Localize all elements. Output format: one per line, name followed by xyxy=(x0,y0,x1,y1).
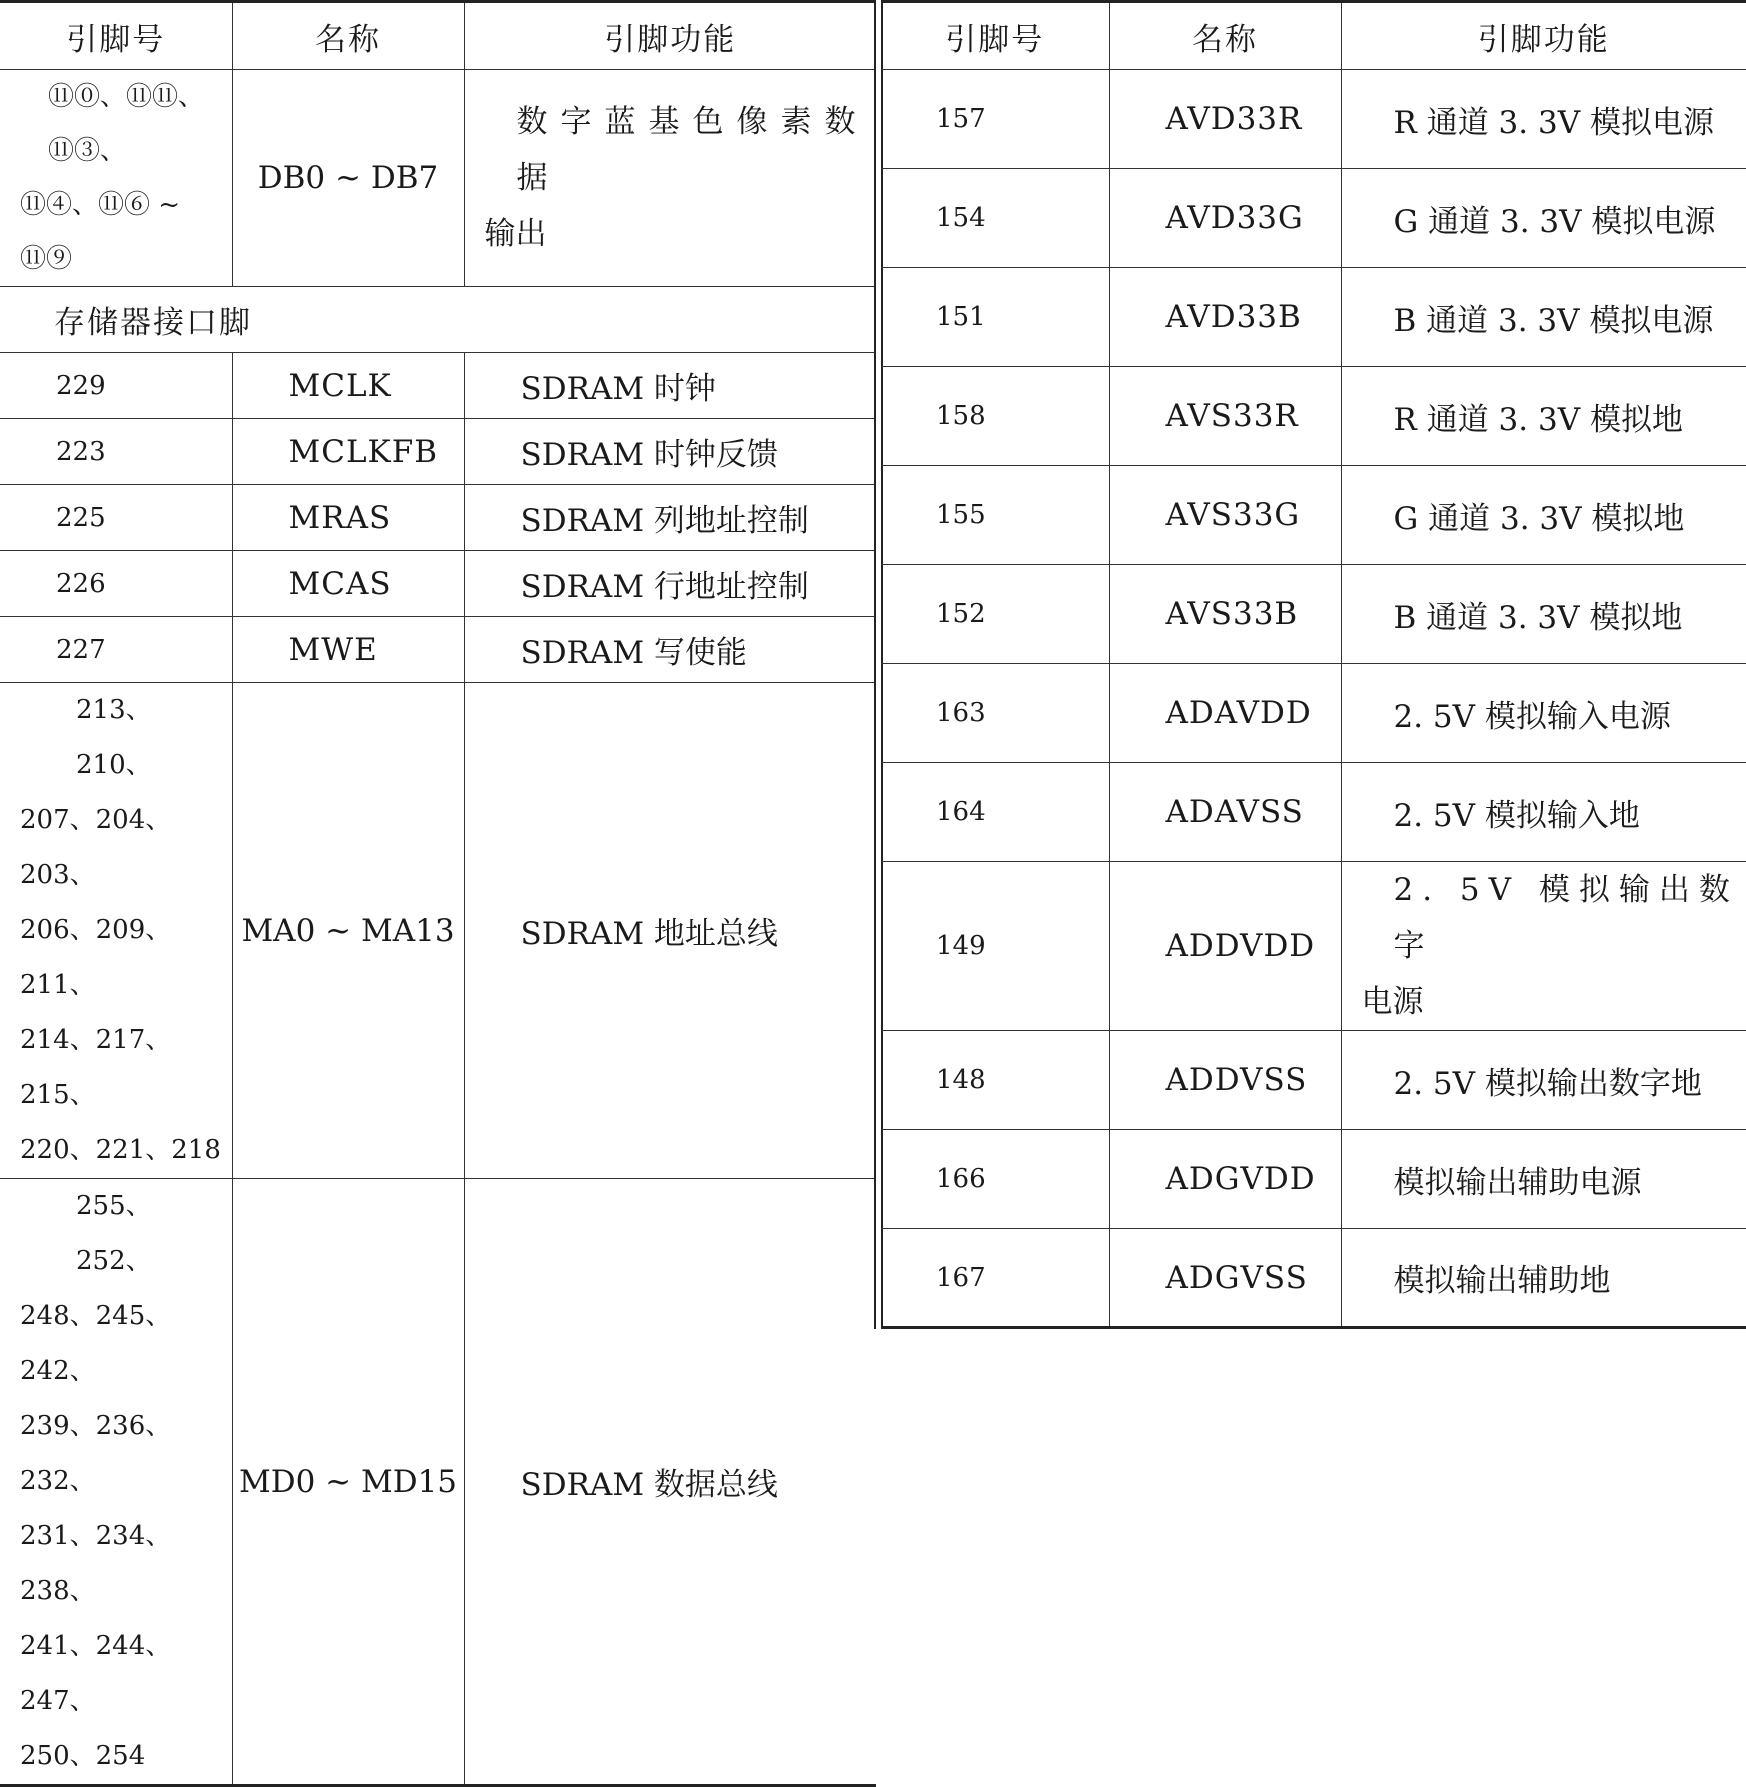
name-cell: AVD33G xyxy=(1109,169,1341,268)
pin-list-line: 220、221、218 xyxy=(20,1123,232,1178)
pin-number-cell: 167 xyxy=(881,1229,1109,1328)
pin-list-line: 255、 252、 xyxy=(20,1179,232,1289)
name-cell: DB0 ~ DB7 xyxy=(232,70,464,287)
name-cell: AVS33B xyxy=(1109,565,1341,664)
function-cell: SDRAM 地址总线 xyxy=(464,683,876,1179)
right-table-panel xyxy=(881,0,1746,1329)
table-row xyxy=(0,683,876,1179)
name-cell: ADDVDD xyxy=(1109,862,1341,1031)
pin-list-line: 214、217、215、 xyxy=(20,1013,232,1123)
function-cell: 2. 5V 模拟输入电源 xyxy=(1341,664,1746,763)
right-pin-table xyxy=(881,0,1746,1329)
pin-list-line: 231、234、238、 xyxy=(20,1509,232,1619)
name-cell: AVD33R xyxy=(1109,70,1341,169)
function-line: 数字蓝基色像素数据 xyxy=(485,94,877,206)
function-cell: SDRAM 时钟反馈 xyxy=(464,419,876,485)
pin-number-cell: 154 xyxy=(881,169,1109,268)
name-cell: AVS33G xyxy=(1109,466,1341,565)
section-row xyxy=(0,287,876,353)
pin-number-cell xyxy=(0,1179,232,1786)
name-cell: MWE xyxy=(232,617,464,683)
table-row xyxy=(0,485,876,551)
function-line: 输出 xyxy=(485,206,877,262)
table-row xyxy=(881,466,1746,565)
pin-list-line: 248、245、242、 xyxy=(20,1289,232,1399)
function-cell: SDRAM 列地址控制 xyxy=(464,485,876,551)
name-cell: MCLKFB xyxy=(232,419,464,485)
name-cell: MCLK xyxy=(232,353,464,419)
name-cell: ADDVSS xyxy=(1109,1031,1341,1130)
function-cell xyxy=(464,70,876,287)
name-cell: AVS33R xyxy=(1109,367,1341,466)
table-row xyxy=(0,70,876,287)
pin-list-line: 241、244、247、 xyxy=(20,1619,232,1729)
function-cell: G 通道 3. 3V 模拟地 xyxy=(1341,466,1746,565)
section-label: 存储器接口脚 xyxy=(0,287,876,353)
pin-list-line: ⑪⓪、⑪⑪、⑪③、 xyxy=(20,70,232,178)
pin-number-cell: 155 xyxy=(881,466,1109,565)
function-cell: SDRAM 行地址控制 xyxy=(464,551,876,617)
table-row xyxy=(881,1130,1746,1229)
table-row xyxy=(0,419,876,485)
header-name: 名称 xyxy=(1109,2,1341,70)
pin-number-cell: 166 xyxy=(881,1130,1109,1229)
table-row xyxy=(881,862,1746,1031)
table-row xyxy=(881,169,1746,268)
table-row xyxy=(881,367,1746,466)
pin-list-line: 239、236、232、 xyxy=(20,1399,232,1509)
table-row xyxy=(881,565,1746,664)
function-cell: SDRAM 时钟 xyxy=(464,353,876,419)
pin-number-cell xyxy=(0,70,232,287)
pin-number-cell: 148 xyxy=(881,1031,1109,1130)
name-cell: MD0 ~ MD15 xyxy=(232,1179,464,1786)
table-row xyxy=(0,1179,876,1786)
pin-list-line: 213、 210、 xyxy=(20,683,232,793)
table-row xyxy=(881,1031,1746,1130)
pin-list-line: 250、254 xyxy=(20,1729,232,1784)
table-row xyxy=(881,268,1746,367)
header-pin-number: 引脚号 xyxy=(0,2,232,70)
pin-list-line: 207、204、203、 xyxy=(20,793,232,903)
function-line: 2. 5V 模拟输出数字 xyxy=(1362,862,1746,974)
header-function: 引脚功能 xyxy=(1341,2,1746,70)
function-cell: 模拟输出辅助电源 xyxy=(1341,1130,1746,1229)
table-row xyxy=(0,551,876,617)
pin-number-cell: 223 xyxy=(0,419,232,485)
pin-number-cell: 151 xyxy=(881,268,1109,367)
name-cell: ADAVSS xyxy=(1109,763,1341,862)
header-function: 引脚功能 xyxy=(464,2,876,70)
name-cell: MRAS xyxy=(232,485,464,551)
header-name: 名称 xyxy=(232,2,464,70)
name-cell: MCAS xyxy=(232,551,464,617)
table-row xyxy=(881,70,1746,169)
name-cell: ADGVSS xyxy=(1109,1229,1341,1328)
name-cell: MA0 ~ MA13 xyxy=(232,683,464,1179)
function-cell: 2. 5V 模拟输入地 xyxy=(1341,763,1746,862)
table-row xyxy=(0,617,876,683)
function-line: 电源 xyxy=(1362,974,1746,1030)
pin-list-line: 206、209、211、 xyxy=(20,903,232,1013)
function-cell: SDRAM 数据总线 xyxy=(464,1179,876,1786)
function-cell: B 通道 3. 3V 模拟电源 xyxy=(1341,268,1746,367)
pin-number-cell: 229 xyxy=(0,353,232,419)
pin-list-line: ⑪④、⑪⑥ ~ ⑪⑨ xyxy=(20,178,232,286)
pin-number-cell: 227 xyxy=(0,617,232,683)
function-cell: SDRAM 写使能 xyxy=(464,617,876,683)
table-row xyxy=(881,763,1746,862)
pin-number-cell: 152 xyxy=(881,565,1109,664)
pin-number-cell: 226 xyxy=(0,551,232,617)
table-row xyxy=(881,1229,1746,1328)
name-cell: AVD33B xyxy=(1109,268,1341,367)
function-cell: 2. 5V 模拟输出数字地 xyxy=(1341,1031,1746,1130)
left-table-panel xyxy=(0,0,876,1329)
name-cell: ADGVDD xyxy=(1109,1130,1341,1229)
name-cell: ADAVDD xyxy=(1109,664,1341,763)
header-pin-number: 引脚号 xyxy=(881,2,1109,70)
pin-number-cell: 164 xyxy=(881,763,1109,862)
pin-number-cell: 225 xyxy=(0,485,232,551)
table-row xyxy=(881,664,1746,763)
function-cell: G 通道 3. 3V 模拟电源 xyxy=(1341,169,1746,268)
function-cell: 模拟输出辅助地 xyxy=(1341,1229,1746,1328)
function-cell xyxy=(1341,862,1746,1031)
pin-number-cell: 158 xyxy=(881,367,1109,466)
function-cell: B 通道 3. 3V 模拟地 xyxy=(1341,565,1746,664)
function-cell: R 通道 3. 3V 模拟电源 xyxy=(1341,70,1746,169)
pin-number-cell: 157 xyxy=(881,70,1109,169)
pin-number-cell: 149 xyxy=(881,862,1109,1031)
pin-number-cell: 163 xyxy=(881,664,1109,763)
divider-line xyxy=(874,0,876,1329)
pin-number-cell xyxy=(0,683,232,1179)
function-cell: R 通道 3. 3V 模拟地 xyxy=(1341,367,1746,466)
table-row xyxy=(0,353,876,419)
